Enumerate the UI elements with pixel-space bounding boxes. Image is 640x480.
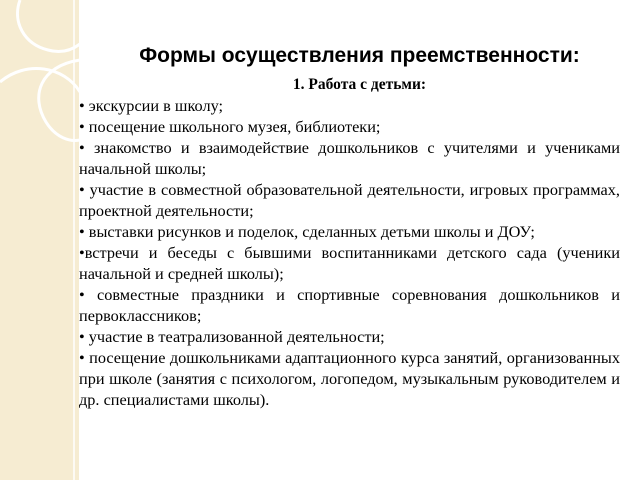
list-item: • совместные праздники и спортивные соревнования дошкольников и первоклассников;	[79, 285, 620, 325]
list-item: • участие в театрализованной деятельности;	[79, 327, 385, 346]
slide-subtitle: 1. Работа с детьми:	[292, 76, 427, 93]
forms-list	[79, 95, 620, 410]
list-item: • посещение дошкольниками адаптационного курса занятий, организованных при школе (занятия с психологом, логопедом, музыкальным руководителем и др. специалистами школы).	[79, 348, 620, 409]
list-item: • знакомство и взаимодействие дошкольников с учителями и учениками начальной школы;	[79, 138, 620, 178]
decorative-arcs	[0, 0, 80, 480]
list-item: •встречи и беседы с бывшими воспитанниками детского сада (ученики начальной и средней школы);	[79, 243, 620, 283]
decor-arc-top	[18, 0, 80, 52]
list-item: • участие в совместной образовательной деятельности, игровых программах, проектной деятельности;	[79, 180, 620, 220]
slide-content	[79, 0, 640, 480]
slide-title: Формы осуществления преемственности:	[139, 44, 580, 67]
list-item: • экскурсии в школу;	[79, 96, 224, 115]
list-item: • выставки рисунков и поделок, сделанных детьми школы и ДОУ;	[79, 222, 535, 241]
list-item: • посещение школьного музея, библиотеки;	[79, 117, 381, 136]
